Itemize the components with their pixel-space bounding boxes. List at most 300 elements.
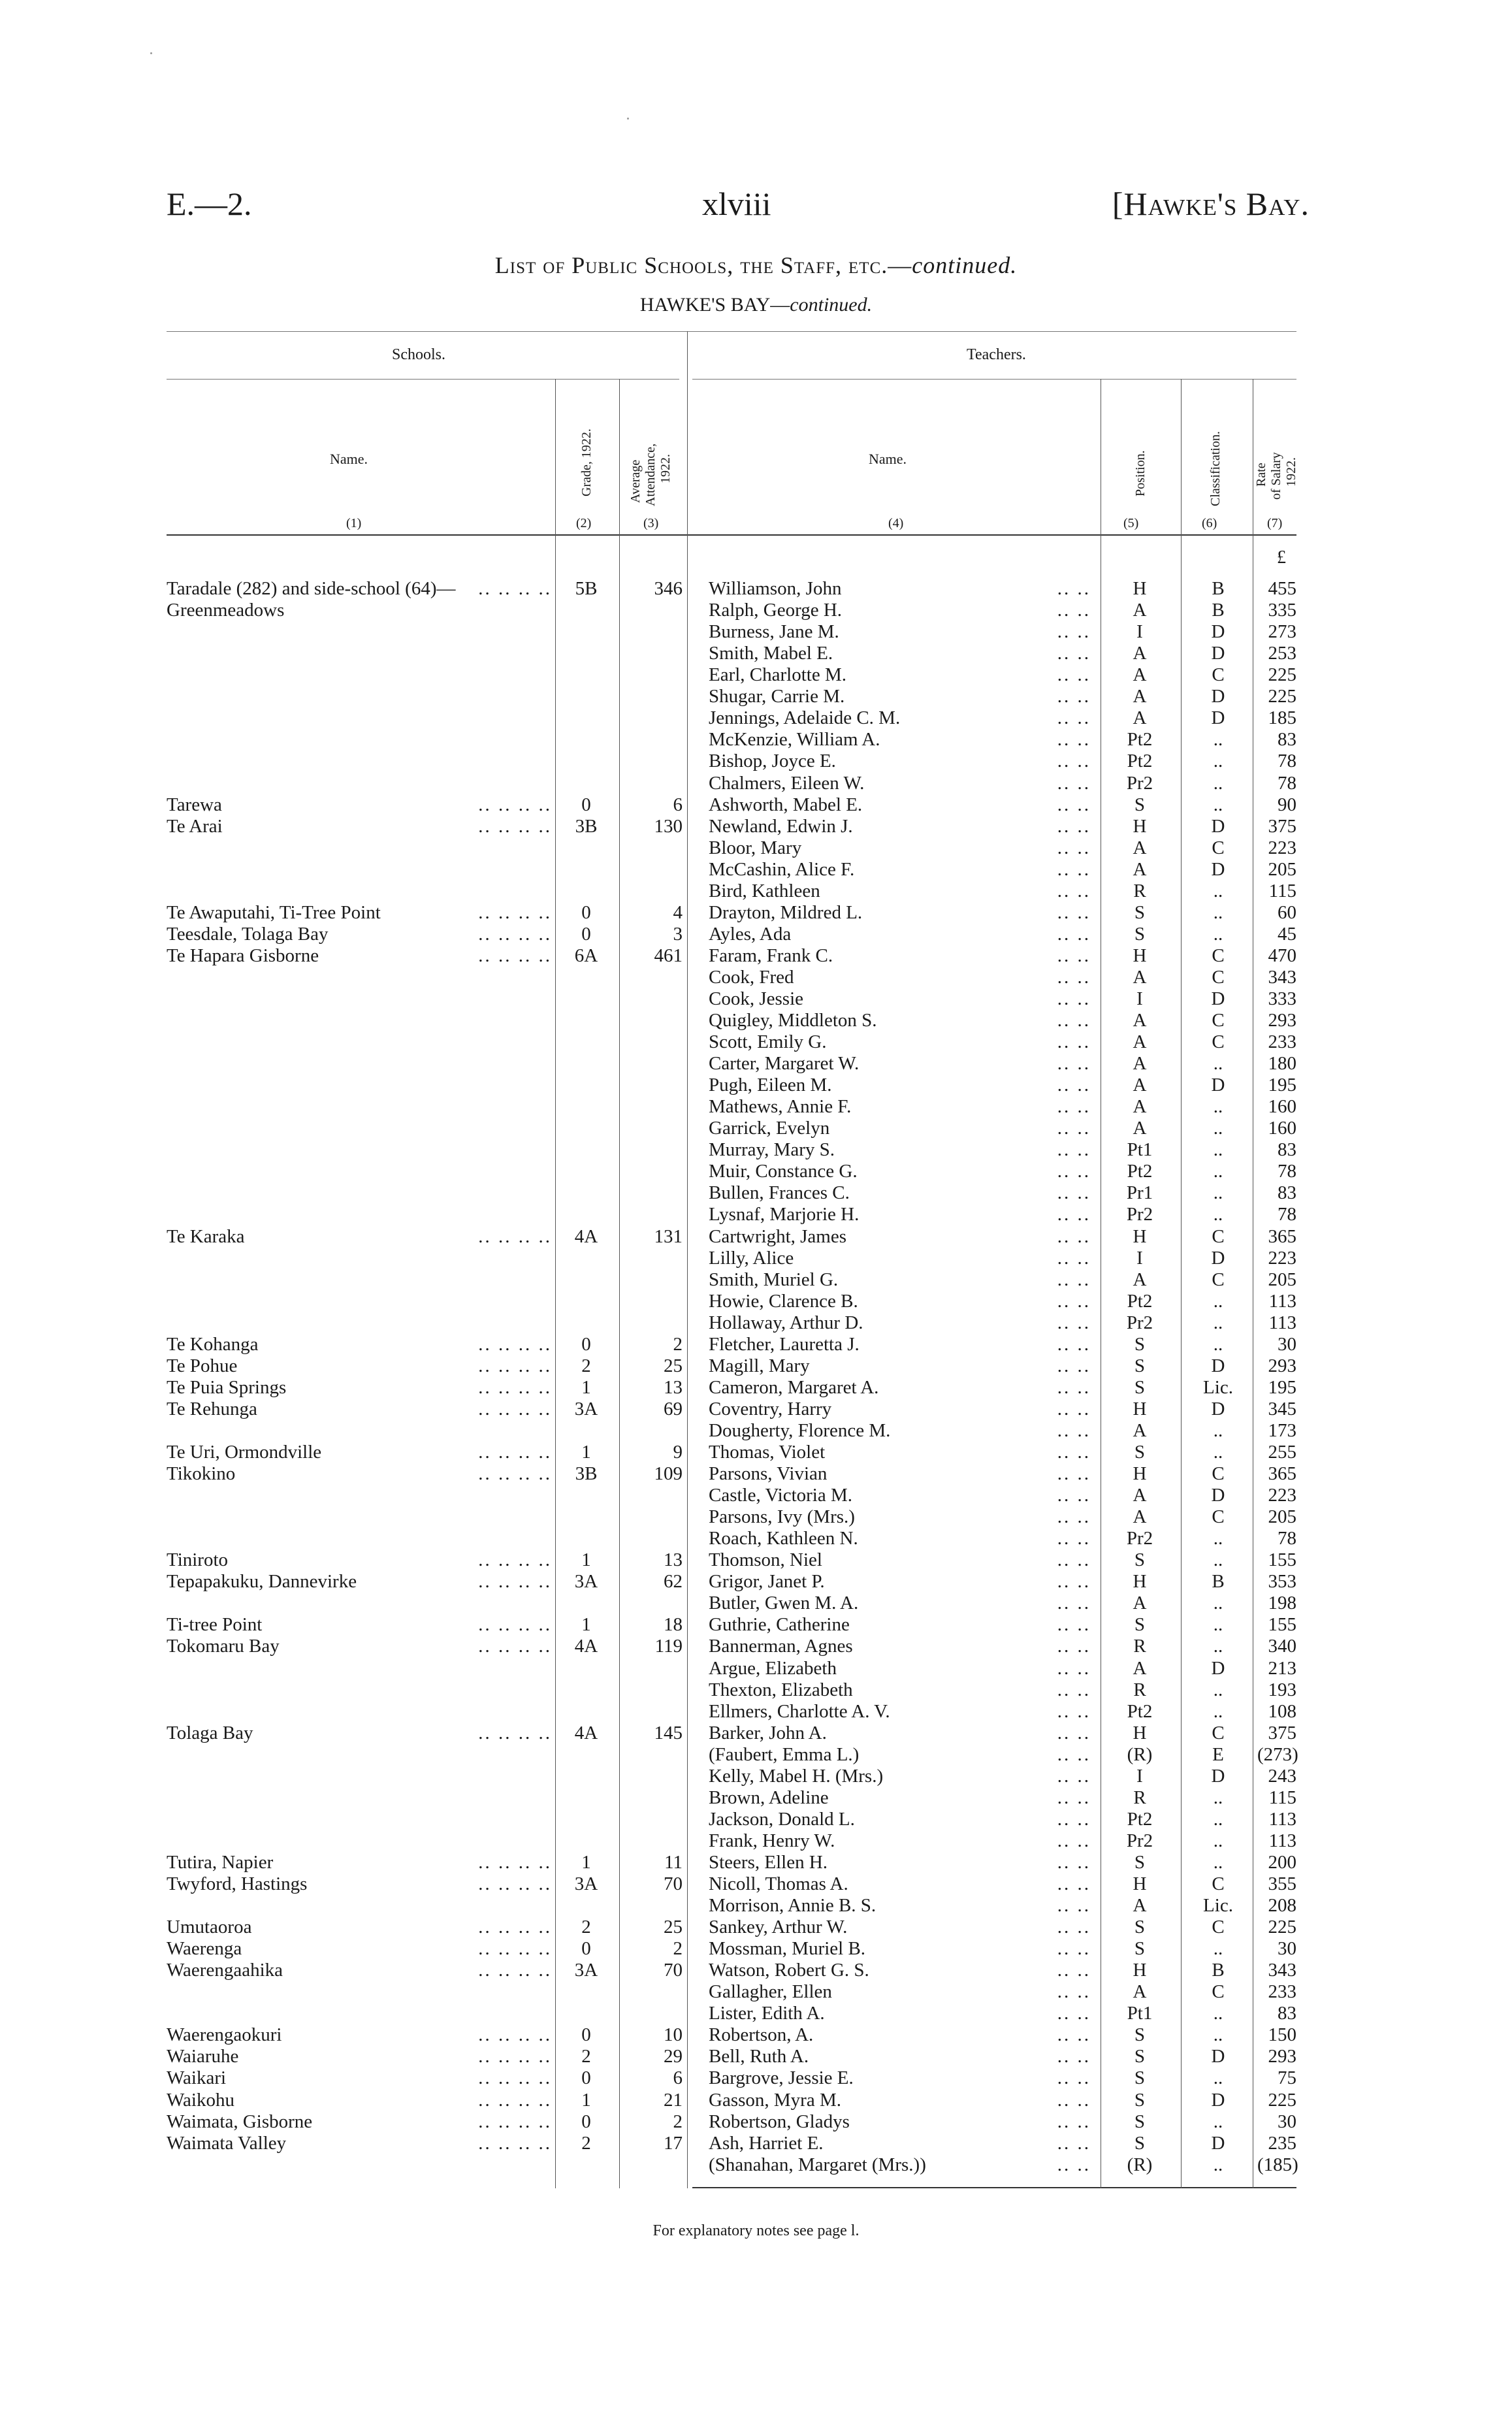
teacher-classification: C bbox=[1212, 1722, 1225, 1743]
school-name: Tepapakuku, Dannevirke bbox=[167, 1571, 357, 1593]
salary-rate: 60 bbox=[1278, 901, 1296, 923]
table-row bbox=[0, 773, 1512, 794]
teacher-classification: .. bbox=[1213, 1139, 1223, 1161]
average-attendance: 13 bbox=[664, 1376, 683, 1398]
average-attendance: 21 bbox=[664, 2089, 683, 2111]
teacher-classification: C bbox=[1212, 1506, 1225, 1528]
average-attendance: 25 bbox=[664, 1917, 683, 1938]
table-row bbox=[0, 2067, 1512, 2089]
teacher-name: Bloor, Mary bbox=[709, 837, 802, 858]
school-name: Te Awaputahi, Ti-Tree Point bbox=[167, 901, 381, 923]
salary-rate: 108 bbox=[1268, 1700, 1296, 1722]
leader-dots: .. .. bbox=[1057, 2111, 1091, 2132]
salary-rate: 83 bbox=[1278, 1139, 1296, 1161]
average-attendance: 130 bbox=[654, 815, 683, 837]
table-row bbox=[0, 859, 1512, 881]
salary-rate: 208 bbox=[1268, 1895, 1296, 1916]
teacher-classification: D bbox=[1211, 1657, 1225, 1679]
teacher-classification: Lic. bbox=[1203, 1376, 1233, 1398]
table-row bbox=[0, 1809, 1512, 1830]
teacher-name: Thomson, Niel bbox=[709, 1549, 822, 1571]
leader-dots: .. .. bbox=[1057, 923, 1091, 945]
leader-dots: .. .. bbox=[1057, 1528, 1091, 1549]
leader-dots: .. .. .. .. bbox=[478, 2089, 552, 2111]
average-attendance: 2 bbox=[673, 1333, 683, 1355]
leader-dots: .. .. bbox=[1057, 1096, 1091, 1118]
teacher-position: A bbox=[1133, 707, 1147, 729]
salary-rate: 223 bbox=[1268, 1485, 1296, 1506]
teacher-classification: D bbox=[1211, 686, 1225, 707]
school-grade: 0 bbox=[581, 2024, 591, 2046]
salary-rate: 30 bbox=[1278, 1333, 1296, 1355]
salary-rate: 193 bbox=[1268, 1679, 1296, 1700]
leader-dots: .. .. bbox=[1057, 1938, 1091, 1960]
table-row bbox=[0, 881, 1512, 902]
teacher-classification: C bbox=[1212, 1269, 1225, 1290]
teacher-classification: .. bbox=[1213, 794, 1223, 815]
teacher-classification: .. bbox=[1213, 1312, 1223, 1333]
table-row bbox=[0, 794, 1512, 816]
salary-rate: 253 bbox=[1268, 643, 1296, 664]
teacher-name: Castle, Victoria M. bbox=[709, 1485, 853, 1506]
table-row bbox=[0, 1226, 1512, 1248]
school-name: Tutira, Napier bbox=[167, 1851, 274, 1873]
teacher-classification: D bbox=[1211, 1355, 1225, 1376]
school-name: Te Arai bbox=[167, 815, 223, 837]
teacher-classification: .. bbox=[1213, 1549, 1223, 1571]
table-row bbox=[0, 1549, 1512, 1571]
teacher-position: S bbox=[1134, 923, 1146, 945]
leader-dots: .. .. bbox=[1057, 1593, 1091, 1614]
average-attendance: 29 bbox=[664, 2046, 683, 2067]
col-number-3: (3) bbox=[643, 516, 659, 530]
salary-rate: 113 bbox=[1268, 1312, 1296, 1333]
leader-dots: .. .. bbox=[1057, 1549, 1091, 1571]
col-number-7: (7) bbox=[1267, 516, 1283, 530]
teacher-name: Cartwright, James bbox=[709, 1225, 847, 1247]
teacher-classification: .. bbox=[1213, 1290, 1223, 1312]
teacher-name: Thexton, Elizabeth bbox=[709, 1679, 853, 1700]
teacher-position: S bbox=[1134, 2111, 1146, 2132]
average-attendance: 10 bbox=[664, 2024, 683, 2046]
table-row bbox=[0, 1139, 1512, 1161]
leader-dots: .. .. .. .. bbox=[478, 2024, 552, 2046]
table-bottom-rule bbox=[692, 2187, 1296, 2188]
teacher-classification: C bbox=[1212, 1225, 1225, 1247]
table-row bbox=[0, 1118, 1512, 1139]
currency-symbol: £ bbox=[1277, 547, 1286, 568]
salary-rate: 113 bbox=[1268, 1290, 1296, 1312]
teacher-position: (R) bbox=[1127, 1743, 1153, 1765]
teacher-position: A bbox=[1133, 1895, 1147, 1916]
table-row bbox=[0, 1485, 1512, 1506]
leader-dots: .. .. bbox=[1057, 901, 1091, 923]
leader-dots: .. .. bbox=[1057, 1269, 1091, 1290]
leader-dots: .. .. bbox=[1057, 2003, 1091, 2024]
school-grade: 2 bbox=[581, 2132, 591, 2154]
leader-dots: .. .. bbox=[1057, 1981, 1091, 2003]
table-top-rule bbox=[167, 331, 1296, 332]
table-row bbox=[0, 729, 1512, 751]
school-grade: 3A bbox=[574, 1960, 598, 1981]
leader-dots: .. .. .. .. bbox=[478, 1960, 552, 1981]
table-row bbox=[0, 1031, 1512, 1053]
table-row bbox=[0, 1830, 1512, 1852]
page-number: xlviii bbox=[702, 186, 771, 222]
teacher-classification: E bbox=[1212, 1743, 1224, 1765]
average-attendance: 70 bbox=[664, 1960, 683, 1981]
teacher-name: Bargrove, Jessie E. bbox=[709, 2067, 854, 2089]
leader-dots: .. .. .. .. bbox=[478, 1938, 552, 1960]
salary-rate: 155 bbox=[1268, 1614, 1296, 1636]
teacher-position: I bbox=[1136, 1247, 1143, 1269]
table-row bbox=[0, 1182, 1512, 1204]
leader-dots: .. .. bbox=[1057, 707, 1091, 729]
teacher-position: A bbox=[1133, 966, 1147, 988]
school-grade: 1 bbox=[581, 1549, 591, 1571]
table-row bbox=[0, 1895, 1512, 1917]
salary-rate: 83 bbox=[1278, 2003, 1296, 2024]
leader-dots: .. .. bbox=[1057, 988, 1091, 1009]
teacher-position: Pt2 bbox=[1127, 729, 1153, 751]
teacher-position: Pt2 bbox=[1127, 1808, 1153, 1830]
salary-rate: 150 bbox=[1268, 2024, 1296, 2046]
teacher-classification: B bbox=[1212, 600, 1225, 621]
teacher-classification: .. bbox=[1213, 1442, 1223, 1463]
teacher-position: H bbox=[1133, 1873, 1147, 1894]
salary-rate: 180 bbox=[1268, 1053, 1296, 1075]
table-row bbox=[0, 1917, 1512, 1938]
teacher-position: A bbox=[1133, 1010, 1147, 1031]
teacher-position: A bbox=[1133, 837, 1147, 858]
teacher-position: S bbox=[1134, 2024, 1146, 2046]
teacher-name: Jackson, Donald L. bbox=[709, 1808, 855, 1830]
salary-rate: 233 bbox=[1268, 1981, 1296, 2003]
teacher-name: Nicoll, Thomas A. bbox=[709, 1873, 848, 1894]
teacher-position: Pr1 bbox=[1126, 1182, 1153, 1204]
salary-rate: 225 bbox=[1268, 686, 1296, 707]
leader-dots: .. .. .. .. bbox=[478, 1614, 552, 1636]
classification-heading: Classification. bbox=[1208, 431, 1223, 506]
attendance-heading-line3: 1922. bbox=[658, 454, 673, 483]
page-subtitle-main: HAWKE'S BAY— bbox=[639, 294, 790, 316]
teacher-name-heading: Name. bbox=[869, 451, 907, 467]
table-row bbox=[0, 1420, 1512, 1442]
teacher-classification: .. bbox=[1213, 1182, 1223, 1204]
teacher-name: Quigley, Middleton S. bbox=[709, 1010, 877, 1031]
leader-dots: .. .. bbox=[1057, 2067, 1091, 2089]
salary-rate: 243 bbox=[1268, 1765, 1296, 1787]
salary-rate: 45 bbox=[1278, 923, 1296, 945]
teacher-name: Sankey, Arthur W. bbox=[709, 1917, 848, 1938]
teacher-classification: .. bbox=[1213, 1679, 1223, 1700]
leader-dots: .. .. bbox=[1057, 794, 1091, 815]
table-row bbox=[0, 1096, 1512, 1118]
teacher-name: Grigor, Janet P. bbox=[709, 1571, 825, 1593]
teacher-position: A bbox=[1133, 1075, 1147, 1096]
teacher-classification: .. bbox=[1213, 1808, 1223, 1830]
teacher-classification: D bbox=[1211, 1398, 1225, 1419]
teacher-classification: .. bbox=[1213, 1830, 1223, 1851]
teacher-classification: .. bbox=[1213, 2154, 1223, 2175]
teacher-position: S bbox=[1134, 2132, 1146, 2154]
school-name: Te Puia Springs bbox=[167, 1376, 287, 1398]
teacher-position: H bbox=[1133, 1960, 1147, 1981]
teacher-name: Bannerman, Agnes bbox=[709, 1636, 853, 1657]
teacher-classification: .. bbox=[1213, 923, 1223, 945]
leader-dots: .. .. bbox=[1057, 1571, 1091, 1593]
salary-rate: 365 bbox=[1268, 1225, 1296, 1247]
teacher-classification: Lic. bbox=[1203, 1895, 1233, 1916]
teacher-classification: D bbox=[1211, 2046, 1225, 2067]
school-name: Waikohu bbox=[167, 2089, 234, 2111]
table-row bbox=[0, 2003, 1512, 2024]
table-row bbox=[0, 1679, 1512, 1701]
teacher-classification: B bbox=[1212, 578, 1225, 599]
leader-dots: .. .. .. .. bbox=[478, 2067, 552, 2089]
leader-dots: .. .. bbox=[1057, 1743, 1091, 1765]
attendance-heading-line2: Attendance, bbox=[643, 443, 658, 506]
teacher-position: A bbox=[1133, 1506, 1147, 1528]
table-row bbox=[0, 1571, 1512, 1593]
teacher-name: Muir, Constance G. bbox=[709, 1161, 858, 1182]
teacher-position: H bbox=[1133, 1225, 1147, 1247]
page-subtitle-suffix: continued. bbox=[790, 294, 873, 316]
teacher-name: Burness, Jane M. bbox=[709, 621, 839, 643]
school-name: Tarewa bbox=[167, 794, 222, 815]
teacher-classification: .. bbox=[1213, 1851, 1223, 1873]
salary-rate: 235 bbox=[1268, 2132, 1296, 2154]
school-name: Te Karaka bbox=[167, 1225, 245, 1247]
leader-dots: .. .. bbox=[1057, 772, 1091, 794]
table-row bbox=[0, 1312, 1512, 1334]
school-grade: 1 bbox=[581, 1851, 591, 1873]
teacher-classification: .. bbox=[1213, 1593, 1223, 1614]
teacher-position: H bbox=[1133, 1571, 1147, 1593]
teacher-position: S bbox=[1134, 2067, 1146, 2089]
teacher-name: Smith, Muriel G. bbox=[709, 1269, 839, 1290]
table-row bbox=[0, 2046, 1512, 2067]
leader-dots: .. .. .. .. bbox=[478, 1917, 552, 1938]
teacher-name: Cook, Fred bbox=[709, 966, 794, 988]
teacher-position: S bbox=[1134, 1851, 1146, 1873]
leader-dots: .. .. .. .. bbox=[478, 815, 552, 837]
table-row bbox=[0, 1053, 1512, 1075]
teacher-position: H bbox=[1133, 1398, 1147, 1419]
leader-dots: .. .. bbox=[1057, 1851, 1091, 1873]
salary-heading-line3: 1922. bbox=[1284, 457, 1298, 487]
table-row bbox=[0, 1248, 1512, 1269]
average-attendance: 6 bbox=[673, 2067, 683, 2089]
leader-dots: .. .. .. .. bbox=[478, 578, 552, 599]
schools-group-rule bbox=[167, 379, 679, 380]
teacher-position: S bbox=[1134, 901, 1146, 923]
teacher-position: Pr2 bbox=[1126, 1312, 1153, 1333]
leader-dots: .. .. bbox=[1057, 1398, 1091, 1419]
leader-dots: .. .. bbox=[1057, 1700, 1091, 1722]
leader-dots: .. .. bbox=[1057, 1960, 1091, 1981]
paper-speck bbox=[627, 118, 629, 120]
school-name: Te Uri, Ormondville bbox=[167, 1442, 322, 1463]
teacher-name: Parsons, Vivian bbox=[709, 1463, 828, 1485]
average-attendance: 11 bbox=[664, 1851, 683, 1873]
table-row bbox=[0, 1960, 1512, 1981]
teacher-name: Barker, John A. bbox=[709, 1722, 827, 1743]
leader-dots: .. .. bbox=[1057, 1075, 1091, 1096]
school-name: Taradale (282) and side-school (64)— bbox=[167, 578, 456, 599]
salary-rate: 195 bbox=[1268, 1376, 1296, 1398]
teacher-position: S bbox=[1134, 794, 1146, 815]
salary-rate: 343 bbox=[1268, 966, 1296, 988]
average-attendance: 6 bbox=[673, 794, 683, 815]
teacher-classification: .. bbox=[1213, 1419, 1223, 1441]
teacher-classification: C bbox=[1212, 1463, 1225, 1485]
table-row bbox=[0, 751, 1512, 772]
teacher-classification: D bbox=[1211, 621, 1225, 643]
teacher-name: Ashworth, Mabel E. bbox=[709, 794, 863, 815]
leader-dots: .. .. .. .. bbox=[478, 1722, 552, 1743]
table-row bbox=[0, 2133, 1512, 2154]
teachers-group-rule bbox=[692, 379, 1296, 380]
teacher-position: A bbox=[1133, 1419, 1147, 1441]
leader-dots: .. .. .. .. bbox=[478, 1549, 552, 1571]
leader-dots: .. .. bbox=[1057, 1614, 1091, 1636]
school-grade: 1 bbox=[581, 2089, 591, 2111]
teacher-position: Pt2 bbox=[1127, 1290, 1153, 1312]
teacher-name: Robertson, A. bbox=[709, 2024, 814, 2046]
teacher-name: Parsons, Ivy (Mrs.) bbox=[709, 1506, 855, 1528]
school-name: Te Kohanga bbox=[167, 1333, 259, 1355]
leader-dots: .. .. bbox=[1057, 600, 1091, 621]
leader-dots: .. .. bbox=[1057, 1355, 1091, 1376]
leader-dots: .. .. bbox=[1057, 945, 1091, 966]
teacher-position: S bbox=[1134, 2046, 1146, 2067]
teacher-position: Pt1 bbox=[1127, 1139, 1153, 1161]
leader-dots: .. .. bbox=[1057, 1247, 1091, 1269]
salary-rate: 83 bbox=[1278, 1182, 1296, 1204]
teacher-name: Hollaway, Arthur D. bbox=[709, 1312, 863, 1333]
school-name: Te Rehunga bbox=[167, 1398, 257, 1419]
table-row bbox=[0, 1614, 1512, 1636]
teacher-position: S bbox=[1134, 1938, 1146, 1960]
teacher-position: I bbox=[1136, 988, 1143, 1009]
teacher-name: Bullen, Frances C. bbox=[709, 1182, 850, 1204]
table-row bbox=[0, 1744, 1512, 1766]
page-subtitle bbox=[0, 294, 1512, 316]
col-number-6: (6) bbox=[1202, 516, 1217, 530]
school-name: Waikari bbox=[167, 2067, 227, 2089]
teacher-classification: .. bbox=[1213, 1118, 1223, 1139]
teacher-name: McKenzie, William A. bbox=[709, 729, 880, 751]
average-attendance: 13 bbox=[664, 1549, 683, 1571]
salary-heading-line1: Rate bbox=[1254, 462, 1268, 487]
leader-dots: .. .. bbox=[1057, 1333, 1091, 1355]
salary-rate: 83 bbox=[1278, 729, 1296, 751]
col-number-4: (4) bbox=[888, 516, 904, 530]
leader-dots: .. .. bbox=[1057, 1506, 1091, 1528]
school-grade: 4A bbox=[574, 1722, 598, 1743]
leader-dots: .. .. .. .. bbox=[478, 1355, 552, 1376]
teacher-position: H bbox=[1133, 945, 1147, 966]
teacher-position: Pr2 bbox=[1126, 1204, 1153, 1225]
salary-rate: 345 bbox=[1268, 1398, 1296, 1419]
leader-dots: .. .. bbox=[1057, 1161, 1091, 1182]
teacher-position: Pt2 bbox=[1127, 1161, 1153, 1182]
school-grade: 4A bbox=[574, 1636, 598, 1657]
table-row bbox=[0, 924, 1512, 945]
school-grade: 3B bbox=[575, 815, 598, 837]
salary-rate: 30 bbox=[1278, 1938, 1296, 1960]
average-attendance: 70 bbox=[664, 1873, 683, 1894]
average-attendance: 145 bbox=[654, 1722, 683, 1743]
teacher-name: Fletcher, Lauretta J. bbox=[709, 1333, 860, 1355]
school-grade: 1 bbox=[581, 1614, 591, 1636]
table-row bbox=[0, 2154, 1512, 2176]
salary-rate: 293 bbox=[1268, 1355, 1296, 1376]
teacher-name: Scott, Emily G. bbox=[709, 1031, 827, 1052]
school-name: Te Hapara Gisborne bbox=[167, 945, 319, 966]
leader-dots: .. .. bbox=[1057, 1053, 1091, 1075]
salary-rate: 470 bbox=[1268, 945, 1296, 966]
leader-dots: .. .. .. .. bbox=[478, 1463, 552, 1485]
teacher-name: Mossman, Muriel B. bbox=[709, 1938, 866, 1960]
teacher-position: A bbox=[1133, 1593, 1147, 1614]
teacher-classification: D bbox=[1211, 815, 1225, 837]
table-row bbox=[0, 1658, 1512, 1679]
teacher-name: Williamson, John bbox=[709, 578, 842, 599]
teacher-classification: C bbox=[1212, 664, 1225, 686]
teacher-classification: D bbox=[1211, 707, 1225, 729]
teacher-name: Bishop, Joyce E. bbox=[709, 751, 836, 772]
teacher-position: I bbox=[1136, 1765, 1143, 1787]
average-attendance: 9 bbox=[673, 1442, 683, 1463]
average-attendance: 25 bbox=[664, 1355, 683, 1376]
teachers-group-heading: Teachers. bbox=[967, 346, 1026, 363]
col-number-5: (5) bbox=[1123, 516, 1139, 530]
grade-heading: Grade, 1922. bbox=[579, 429, 594, 496]
salary-rate: 375 bbox=[1268, 1722, 1296, 1743]
school-name: Tokomaru Bay bbox=[167, 1636, 280, 1657]
teacher-position: H bbox=[1133, 578, 1147, 599]
salary-rate: 115 bbox=[1268, 1787, 1296, 1808]
school-name: Waiaruhe bbox=[167, 2046, 239, 2067]
leader-dots: .. .. bbox=[1057, 729, 1091, 751]
leader-dots: .. .. bbox=[1057, 1808, 1091, 1830]
school-grade: 6A bbox=[574, 945, 598, 966]
table-row bbox=[0, 1399, 1512, 1420]
average-attendance: 461 bbox=[654, 945, 683, 966]
teacher-classification: D bbox=[1211, 2089, 1225, 2111]
teacher-classification: D bbox=[1211, 643, 1225, 664]
teacher-position: S bbox=[1134, 1614, 1146, 1636]
teacher-classification: B bbox=[1212, 1571, 1225, 1593]
salary-rate: 333 bbox=[1268, 988, 1296, 1009]
teacher-name: Argue, Elizabeth bbox=[709, 1657, 837, 1679]
school-name-heading: Name. bbox=[330, 451, 368, 467]
salary-rate: 223 bbox=[1268, 1247, 1296, 1269]
teacher-classification: C bbox=[1212, 837, 1225, 858]
teacher-position: Pt2 bbox=[1127, 1700, 1153, 1722]
school-grade: 2 bbox=[581, 2046, 591, 2067]
teacher-name: Steers, Ellen H. bbox=[709, 1851, 828, 1873]
table-row bbox=[0, 1981, 1512, 2003]
leader-dots: .. .. bbox=[1057, 2154, 1091, 2175]
teacher-classification: .. bbox=[1213, 772, 1223, 794]
report-code: E.—2. bbox=[167, 186, 252, 222]
salary-rate: 335 bbox=[1268, 600, 1296, 621]
page-title bbox=[0, 251, 1512, 279]
leader-dots: .. .. .. .. bbox=[478, 1636, 552, 1657]
